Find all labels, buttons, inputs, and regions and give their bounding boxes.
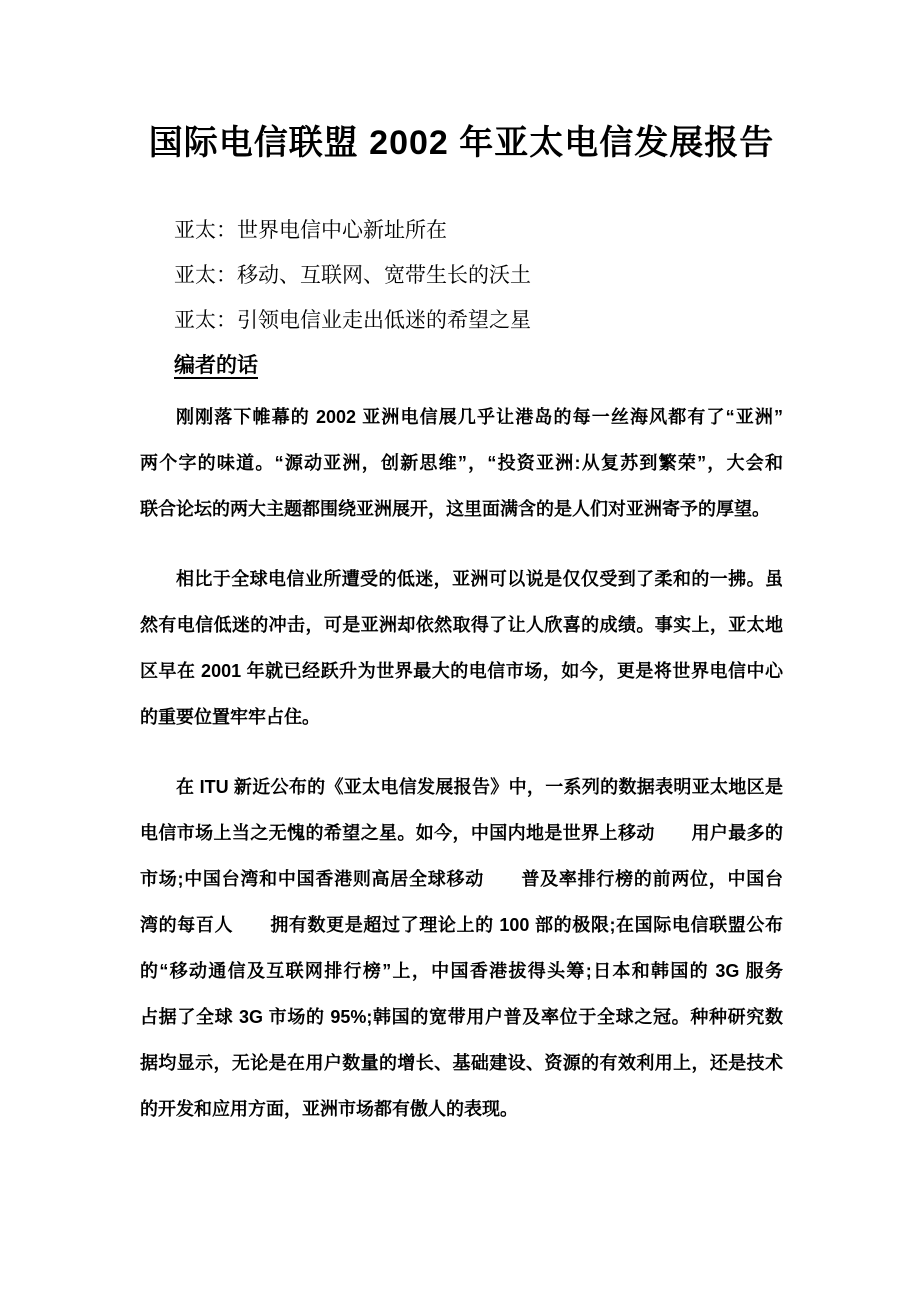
body-line: 然有电信低迷的冲击，可是亚洲却依然取得了让人欣喜的成绩。事实上，亚太地: [140, 615, 783, 635]
body-line: 区早在 2001 年就已经跃升为世界最大的电信市场，如今，更是将世界电信中心: [140, 661, 783, 681]
body-line: 两个字的味道。“源动亚洲，创新思维”，“投资亚洲:从复苏到繁荣”，大会和: [140, 453, 783, 473]
paragraph: [140, 764, 783, 1132]
subtitle-line: 亚太：世界电信中心新址所在: [174, 219, 447, 242]
document-body: [140, 394, 783, 1132]
subtitle-list: [140, 208, 783, 343]
paragraph: [140, 556, 783, 740]
body-line: 的重要位置牢牢占住。: [140, 707, 320, 727]
section-heading-row: [140, 343, 783, 388]
subtitle-line: 亚太：引领电信业走出低迷的希望之星: [174, 309, 531, 332]
document-title: 国际电信联盟 2002 年亚太电信发展报告: [148, 124, 775, 162]
subtitle-line: 亚太：移动、互联网、宽带生长的沃土: [174, 264, 531, 287]
body-line: 据均显示，无论是在用户数量的增长、基础建设、资源的有效利用上，还是技术: [140, 1053, 783, 1073]
body-line: 市场;中国台湾和中国香港则高居全球移动 普及率排行榜的前两位，中国台: [140, 869, 783, 889]
section-heading: 编者的话: [174, 354, 258, 377]
body-line: 电信市场上当之无愧的希望之星。如今，中国内地是世界上移动 用户最多的: [140, 823, 783, 843]
body-line: 联合论坛的两大主题都围绕亚洲展开，这里面满含的是人们对亚洲寄予的厚望。: [140, 499, 770, 519]
body-line: 刚刚落下帷幕的 2002 亚洲电信展几乎让港岛的每一丝海风都有了“亚洲”: [176, 407, 783, 427]
body-line: 的“移动通信及互联网排行榜”上，中国香港拔得头筹;日本和韩国的 3G 服务: [140, 961, 783, 981]
body-line: 湾的每百人 拥有数更是超过了理论上的 100 部的极限;在国际电信联盟公布: [140, 915, 783, 935]
body-line: 的开发和应用方面，亚洲市场都有傲人的表现。: [140, 1099, 518, 1119]
paragraph: [140, 394, 783, 532]
body-line: 相比于全球电信业所遭受的低迷，亚洲可以说是仅仅受到了柔和的一拂。虽: [176, 569, 783, 589]
body-line: 在 ITU 新近公布的《亚太电信发展报告》中，一系列的数据表明亚太地区是: [176, 777, 783, 797]
body-line: 占据了全球 3G 市场的 95%;韩国的宽带用户普及率位于全球之冠。种种研究数: [140, 1007, 783, 1027]
